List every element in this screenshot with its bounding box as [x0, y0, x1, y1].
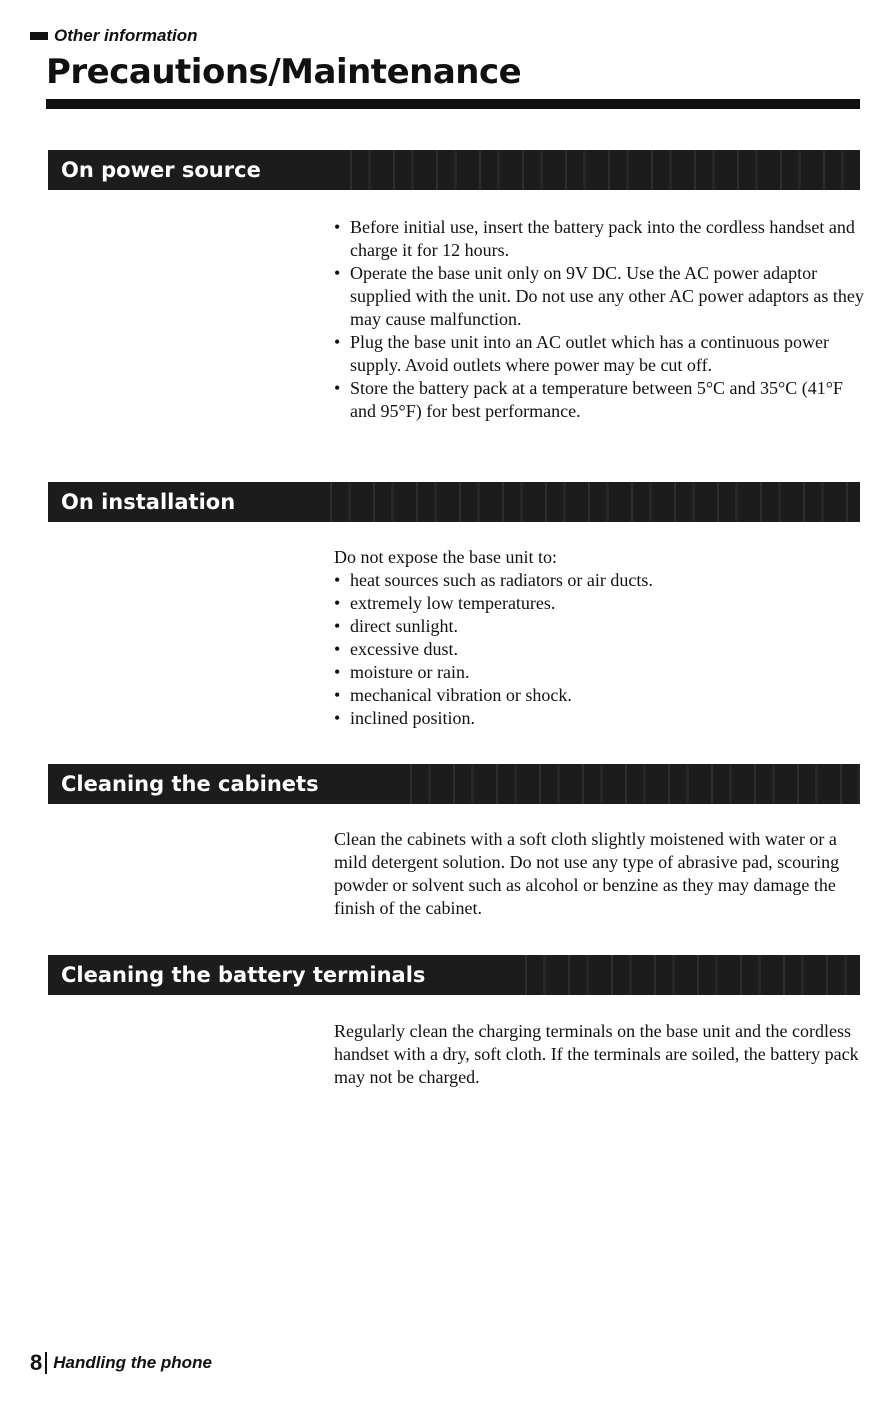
section-body-cleaning-terminals — [334, 1020, 864, 1089]
list-item: • heat sources such as radiators or air ducts. — [334, 569, 864, 592]
title-rule — [46, 99, 860, 109]
footer-divider — [45, 1352, 47, 1374]
list-item: • mechanical vibration or shock. — [334, 684, 864, 707]
list-item: • Store the battery pack at a temperature between 5°C and 35°C (41°F and 95°F) for best performance. — [334, 377, 864, 423]
heading-texture — [503, 955, 860, 995]
section-heading-power-source — [48, 150, 860, 190]
page-footer — [30, 1350, 212, 1376]
section-text: Clean the cabinets with a soft cloth slightly moistened with water or a mild detergent solution. Do not use any type of abrasive pad, scouring powder or solvent such as alcohol or benzine as they may damage the finish of the cabinet. — [334, 829, 840, 918]
list-item: • Plug the base unit into an AC outlet which has a continuous power supply. Avoid outlets where power may be cut off. — [334, 331, 864, 377]
section-body-cleaning-cabinets — [334, 828, 864, 920]
section-heading-label: On power source — [61, 158, 261, 182]
list-item: • inclined position. — [334, 707, 864, 730]
section-heading-installation — [48, 482, 860, 522]
list-item: • direct sunlight. — [334, 615, 864, 638]
heading-texture — [308, 482, 860, 522]
section-body-installation — [334, 546, 864, 730]
section-intro: Do not expose the base unit to: — [334, 547, 557, 567]
list-item: • extremely low temperatures. — [334, 592, 864, 615]
bullet-list — [334, 216, 864, 423]
section-heading-label: Cleaning the cabinets — [61, 772, 319, 796]
list-item: • Before initial use, insert the battery pack into the cordless handset and charge it for 12 hours. — [334, 216, 864, 262]
heading-texture — [328, 150, 860, 190]
section-heading-label: On installation — [61, 490, 236, 514]
bullet-list — [334, 569, 864, 730]
page-number: 8 — [30, 1350, 43, 1375]
section-heading-label: Cleaning the battery terminals — [61, 963, 426, 987]
page-title: Precautions/Maintenance — [46, 52, 522, 92]
heading-texture — [388, 764, 860, 804]
footer-section-title: Handling the phone — [53, 1353, 212, 1372]
kicker-text: Other information — [54, 26, 198, 45]
section-kicker — [30, 26, 198, 46]
kicker-bar-icon — [30, 32, 48, 40]
section-body-power-source — [334, 216, 864, 423]
section-text: Regularly clean the charging terminals on the base unit and the cordless handset with a dry, soft cloth. If the terminals are soiled, the battery pack may not be charged. — [334, 1021, 859, 1087]
list-item: • Operate the base unit only on 9V DC. Use the AC power adaptor supplied with the unit. Do not use any other AC power adaptors as they may cause malfunction. — [334, 262, 864, 331]
list-item: • excessive dust. — [334, 638, 864, 661]
section-heading-cleaning-terminals — [48, 955, 860, 995]
section-heading-cleaning-cabinets — [48, 764, 860, 804]
list-item: • moisture or rain. — [334, 661, 864, 684]
